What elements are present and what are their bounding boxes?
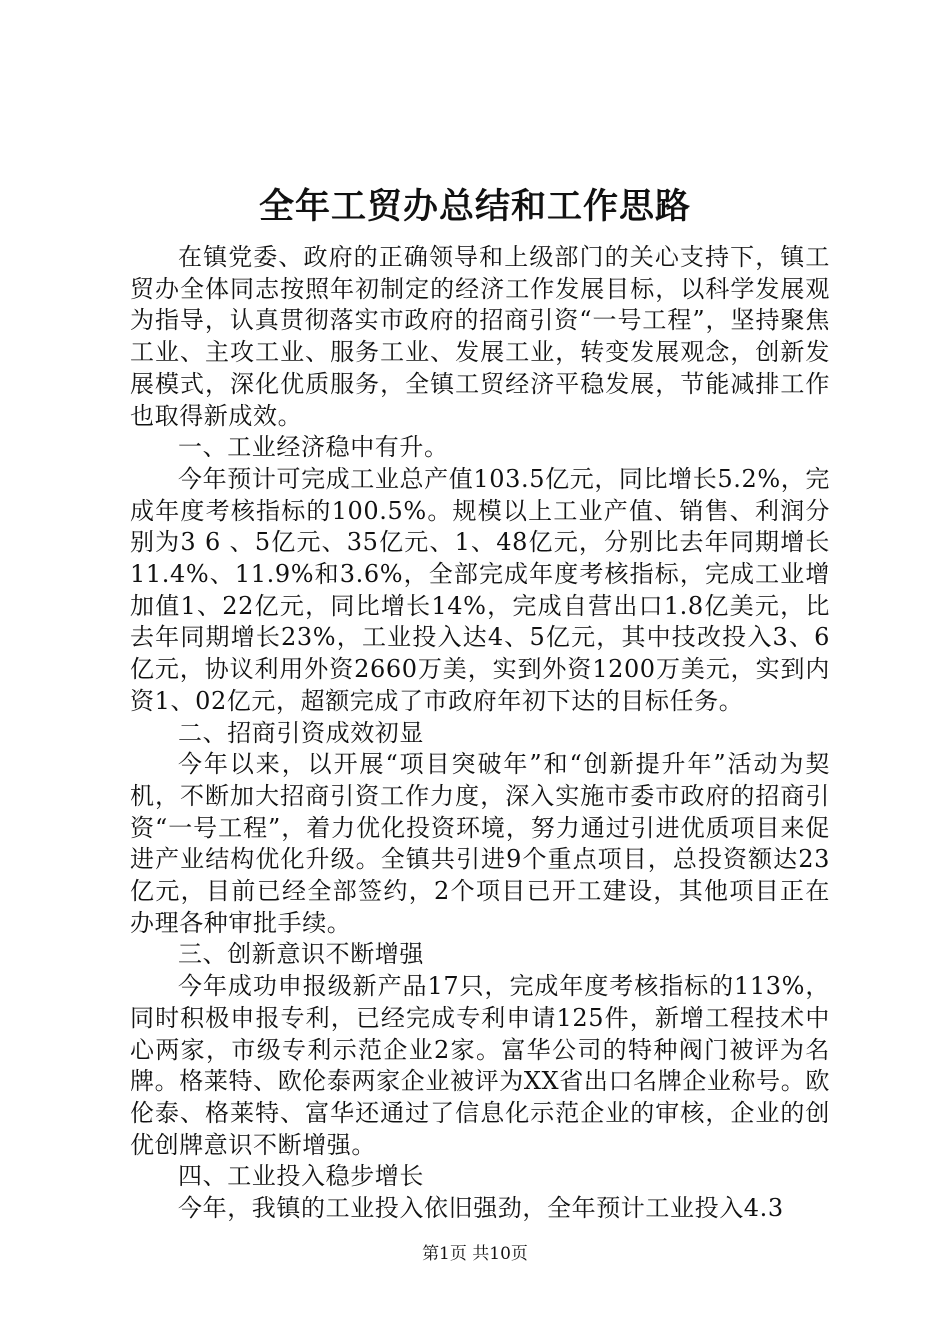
page-number-footer: 第1页 共10页 bbox=[422, 1244, 528, 1264]
document-title: 全年工贸办总结和工作思路 bbox=[258, 186, 691, 227]
section-heading-2: 二、招商引资成效初显 bbox=[178, 718, 424, 747]
section-paragraph-3: 今年成功申报级新产品17只，完成年度考核指标的113%，同时积极申报专利，已经完成专利申请125件，新增工程技术中心两家，市级专利示范企业2家。富华公司的特种阀门被评为名牌。格莱特、欧伦泰两家企业被评为XX省出口名牌企业称号。欧伦泰、格莱特、富华还通过了信息化示范企业的审核，企业的创优创牌意识不断增强。 bbox=[130, 972, 830, 1159]
section-paragraph-2: 今年以来，以开展“项目突破年”和“创新提升年”活动为契机，不断加大招商引资工作力度，深入实施市委市政府的招商引资“一号工程”，着力优化投资环境，努力通过引进优质项目来促进产业结构优化升级。全镇共引进9个重点项目，总投资额达23亿元，目前已经全部签约，2个项目已开工建设，其他项目正在办理各种审批手续。 bbox=[130, 750, 830, 937]
section-paragraph-4: 今年，我镇的工业投入依旧强劲，全年预计工业投入4.3 bbox=[178, 1194, 784, 1223]
section-heading-3: 三、创新意识不断增强 bbox=[178, 940, 424, 969]
intro-paragraph: 在镇党委、政府的正确领导和上级部门的关心支持下，镇工贸办全体同志按照年初制定的经济工作发展目标，以科学发展观为指导，认真贯彻落实市政府的招商引资“一号工程”，坚持聚焦工业、主攻工业、服务工业、发展工业，转变发展观念，创新发展模式，深化优质服务，全镇工贸经济平稳发展，节能减排工作也取得新成效。 bbox=[130, 243, 830, 430]
document-body bbox=[130, 242, 830, 1225]
section-heading-1: 一、工业经济稳中有升。 bbox=[178, 433, 449, 462]
section-paragraph-1: 今年预计可完成工业总产值103.5亿元，同比增长5.2%，完成年度考核指标的100.5%。规模以上工业产值、销售、利润分别为3 6 、5亿元、35亿元、1、48亿元，分别比去年同期增长11.4%、11.9%和3.6%，全部完成年度考核指标，完成工业增加值1、22亿元，同比增长14%，完成自营出口1.8亿美元，比去年同期增长23%，工业投入达4、5亿元，其中技改投入3、6亿元，协议利用外资2660万美，实到外资1200万美元，实到内资1、02亿元，超额完成了市政府年初下达的目标任务。 bbox=[130, 464, 830, 715]
section-heading-4: 四、工业投入稳步增长 bbox=[178, 1162, 424, 1191]
